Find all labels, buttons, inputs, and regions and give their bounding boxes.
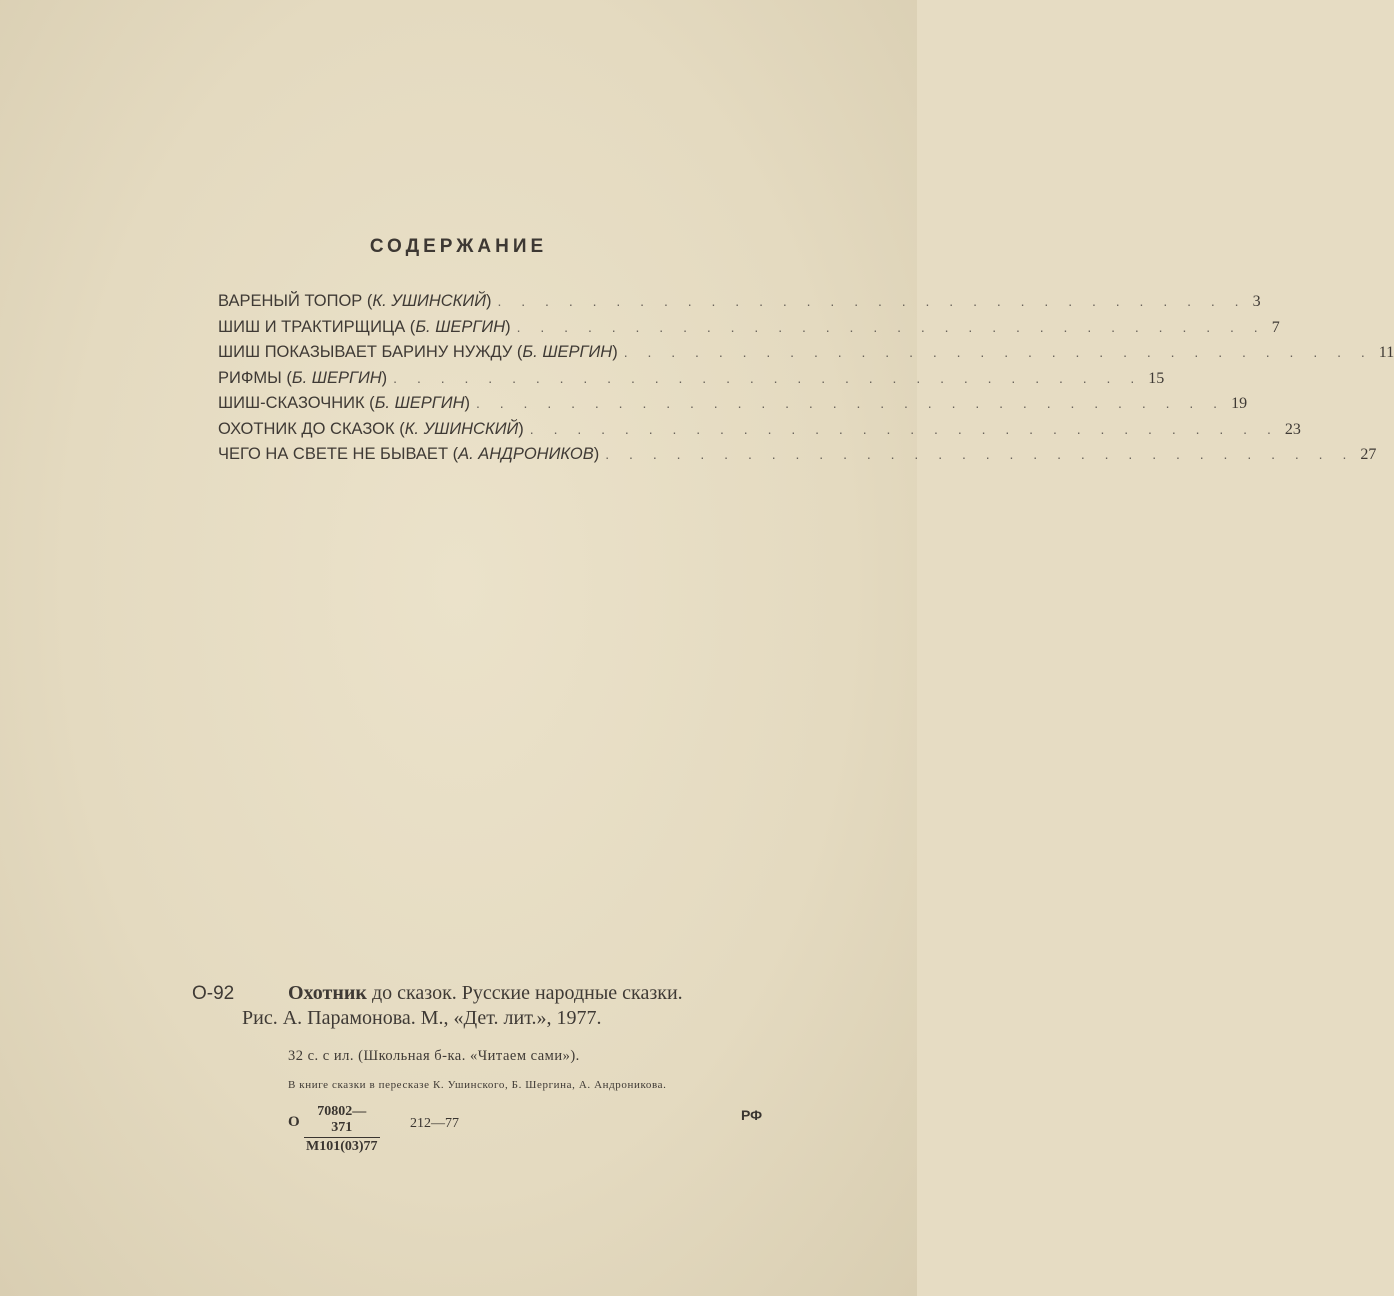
table-of-contents	[218, 292, 1394, 471]
biblio-title-line	[192, 982, 772, 1005]
toc-entry-author: К. УШИНСКИЙ	[372, 292, 486, 310]
toc-entry-title: ЧЕГО НА СВЕТЕ НЕ БЫВАЕТ	[218, 445, 449, 463]
toc-entry-author: К. УШИНСКИЙ	[404, 419, 519, 438]
toc-entry-page: 19	[1231, 395, 1248, 412]
toc-entry-title: ШИШ-СКАЗОЧНИК	[218, 394, 365, 412]
biblio-annotation: В книге сказки в пересказе К. Ушинского, Б. Шергина, А. Андроникова.	[288, 1079, 667, 1091]
toc-leader-dots: . . . . . . . . . . . . . . . . . . . . . . . . . . . . . . . .	[476, 395, 1226, 411]
index-prefix: О	[288, 1114, 300, 1130]
biblio-illustrator-line: Рис. А. Парамонова. М., «Дет. лит.», 1977.	[242, 1007, 602, 1029]
biblio-title-rest: до сказок. Русские народные сказки.	[366, 982, 683, 1004]
toc-entry-text: ВАРЕНЫЙ ТОПОР (К. УШИНСКИЙ)	[218, 292, 492, 310]
biblio-title-bold: Охотник	[288, 982, 367, 1004]
toc-entry	[218, 445, 1377, 471]
toc-entry	[218, 419, 1301, 446]
index-numerator: 70802—371	[304, 1104, 380, 1138]
toc-entry-page: 23	[1284, 420, 1301, 438]
toc-leader-dots: . . . . . . . . . . . . . . . . . . . . . . . . . . . . . . . .	[516, 318, 1266, 335]
toc-entry-text: ШИШ И ТРАКТИРЩИЦА (Б. ШЕРГИН)	[218, 317, 511, 336]
toc-entry-page: 3	[1252, 293, 1261, 310]
biblio-pages-line: 32 с. с ил. (Школьная б-ка. «Читаем сами»).	[288, 1048, 580, 1064]
index-tail: 212—77	[410, 1116, 459, 1131]
toc-entry-author: Б. ШЕРГИН	[415, 317, 506, 336]
toc-entry-author: Б. ШЕРГИН	[291, 368, 382, 387]
toc-entry-text: ЧЕГО НА СВЕТЕ НЕ БЫВАЕТ (А. АНДРОНИКОВ)	[218, 445, 600, 463]
toc-heading: СОДЕРЖАНИЕ	[369, 236, 548, 257]
toc-entry-author: Б. ШЕРГИН	[522, 343, 613, 361]
toc-leader-dots: . . . . . . . . . . . . . . . . . . . . . . . . . . . . . . . .	[393, 369, 1143, 386]
toc-entry-author: А. АНДРОНИКОВ	[458, 445, 594, 463]
toc-entry-title: ОХОТНИК ДО СКАЗОК	[218, 419, 395, 438]
toc-entry-title: РИФМЫ	[218, 368, 282, 387]
toc-entry-page: 7	[1271, 318, 1280, 336]
bibliographic-record	[192, 982, 772, 1091]
toc-leader-dots: . . . . . . . . . . . . . . . . . . . . . . . . . . . . . . . .	[529, 420, 1279, 437]
toc-entry-text: ШИШ ПОКАЗЫВАЕТ БАРИНУ НУЖДУ (Б. ШЕРГИН)	[218, 343, 618, 361]
toc-entry-page: 15	[1148, 369, 1165, 387]
toc-entry	[218, 343, 1394, 369]
toc-entry	[218, 317, 1280, 344]
rf-mark: РФ	[741, 1107, 763, 1123]
toc-entry-author: Б. ШЕРГИН	[374, 394, 465, 412]
toc-leader-dots: . . . . . . . . . . . . . . . . . . . . . . . . . . . . . . . .	[623, 344, 1373, 360]
toc-entry-title: ШИШ ПОКАЗЫВАЕТ БАРИНУ НУЖДУ	[218, 343, 513, 361]
toc-entry-text: ШИШ-СКАЗОЧНИК (Б. ШЕРГИН)	[218, 394, 470, 412]
toc-entry	[218, 368, 1165, 395]
index-denominator: М101(03)77	[306, 1139, 378, 1154]
toc-leader-dots: . . . . . . . . . . . . . . . . . . . . . . . . . . . . . . . .	[497, 293, 1247, 309]
toc-leader-dots: . . . . . . . . . . . . . . . . . . . . . . . . . . . . . . . .	[605, 446, 1355, 462]
toc-entry-page: 27	[1360, 446, 1377, 463]
toc-entry	[218, 292, 1261, 318]
index-fraction	[304, 1104, 380, 1155]
toc-entry-text: ОХОТНИК ДО СКАЗОК (К. УШИНСКИЙ)	[218, 419, 524, 438]
toc-entry	[218, 394, 1248, 420]
biblio-code: О-92	[192, 983, 235, 1004]
toc-entry-title: ШИШ И ТРАКТИРЩИЦА	[218, 317, 406, 336]
toc-entry-title: ВАРЕНЫЙ ТОПОР	[218, 292, 363, 310]
toc-entry-page: 11	[1378, 344, 1394, 361]
toc-entry-text: РИФМЫ (Б. ШЕРГИН)	[218, 368, 388, 387]
